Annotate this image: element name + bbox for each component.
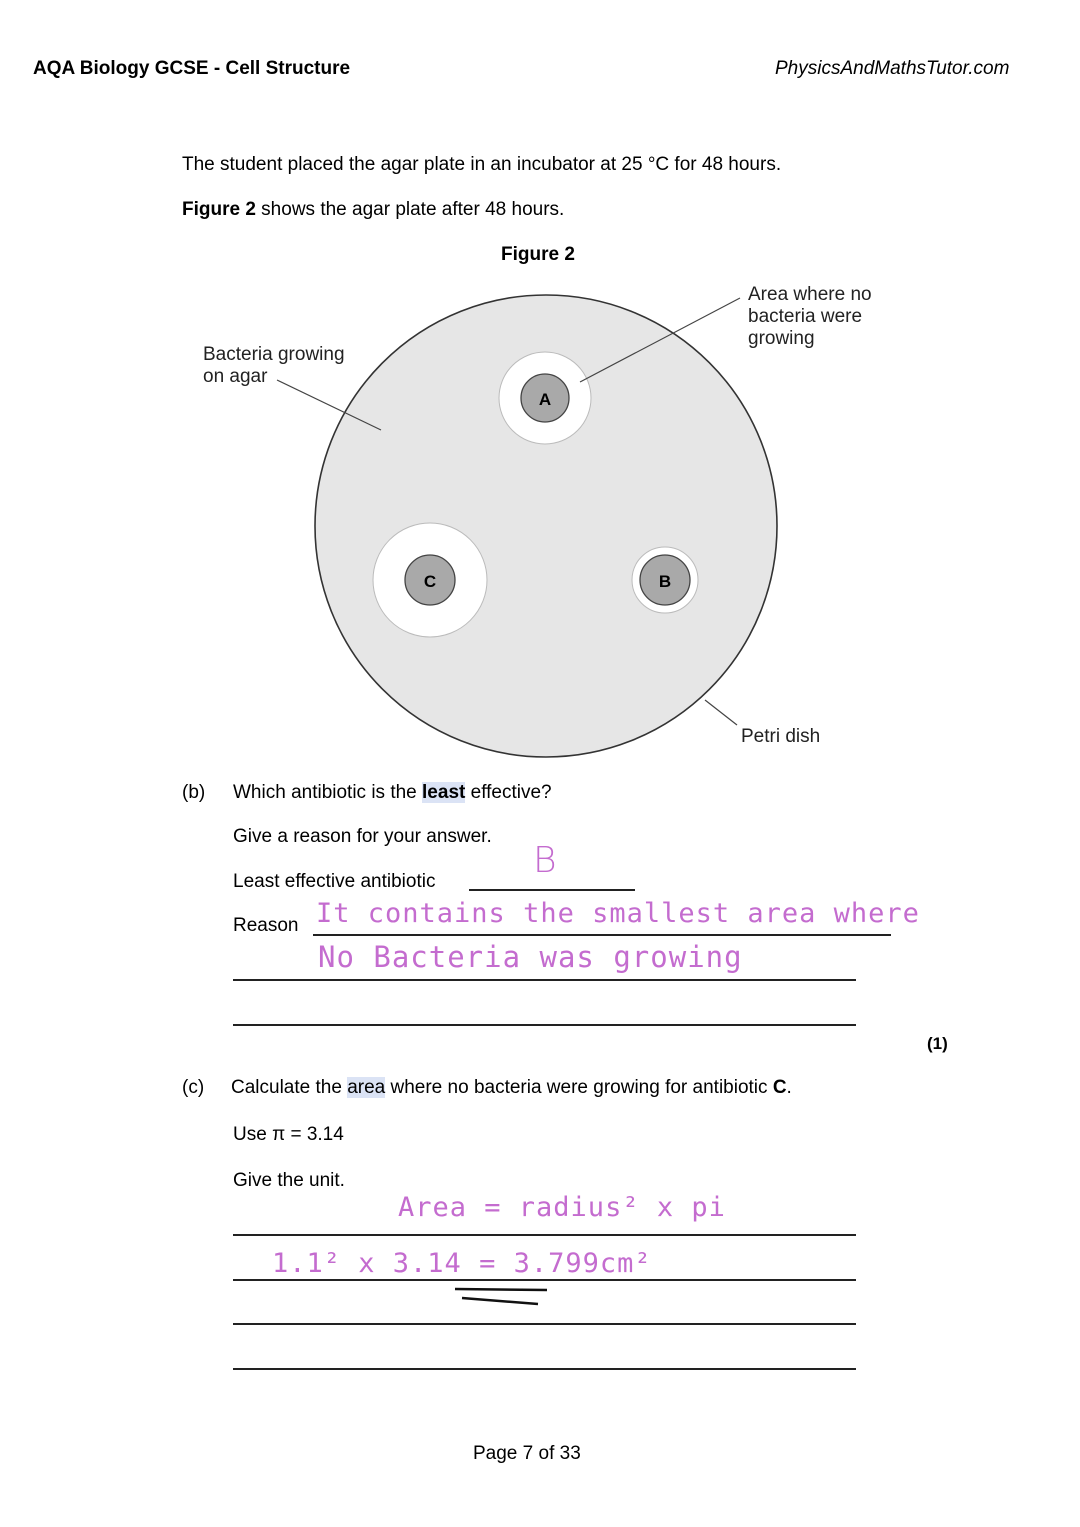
working-line-1[interactable]: Area = radius² x pi: [398, 1192, 726, 1223]
dish-pointer: [705, 700, 737, 725]
header-title: AQA Biology GCSE - Cell Structure: [33, 58, 351, 79]
page-number: Page 7 of 33: [473, 1443, 581, 1464]
answer-line-1: [233, 1234, 856, 1236]
q-text: Calculate the: [231, 1077, 348, 1098]
part-c-number: (c): [182, 1077, 205, 1098]
q-bold: least: [422, 782, 466, 803]
answer-line-4: [233, 1368, 856, 1370]
antibiotic-answer-line: [469, 889, 635, 891]
figure-ref: Figure 2: [182, 199, 256, 220]
reason-answer-1[interactable]: It contains the smallest area where: [316, 898, 920, 929]
reason-line-3: [233, 1024, 856, 1026]
answer-line-3: [233, 1323, 856, 1325]
label-bacteria-2: on agar: [203, 366, 268, 387]
disc-a-label: A: [538, 390, 552, 409]
part-c-instruction: Give the unit.: [233, 1170, 345, 1191]
reason-answer-2[interactable]: No Bacteria was growing: [318, 940, 743, 974]
antibiotic-label: Least effective antibiotic: [233, 871, 436, 892]
antibiotic-answer[interactable]: B: [533, 840, 558, 881]
label-bacteria-1: Bacteria growing: [203, 344, 345, 365]
label-area-3: growing: [748, 328, 815, 349]
label-area-2: bacteria were: [748, 306, 863, 327]
q-text-mid: where no bacteria were growing for antibiotic: [385, 1077, 773, 1098]
label-petri-dish: Petri dish: [741, 726, 821, 747]
intro-line-1: The student placed the agar plate in an incubator at 25 °C for 48 hours.: [182, 154, 782, 175]
working-line-2[interactable]: 1.1² x 3.14 = 3.799cm²: [272, 1248, 652, 1279]
part-b-instruction: Give a reason for your answer.: [233, 826, 492, 847]
q-highlight: area: [347, 1077, 386, 1098]
reason-label: Reason: [233, 915, 299, 936]
label-area-1: Area where no: [748, 284, 872, 305]
disc-a: [499, 352, 591, 444]
q-text-end: effective?: [465, 782, 552, 803]
disc-c-label: C: [423, 572, 437, 591]
answer-line-2: [233, 1279, 856, 1281]
part-c-question: [231, 1077, 792, 1099]
header-site: PhysicsAndMathsTutor.com: [775, 58, 1010, 79]
reason-line-1: [313, 934, 891, 936]
disc-c: [373, 523, 487, 637]
part-b-marks: (1): [927, 1034, 948, 1053]
part-b-question: [233, 782, 552, 804]
disc-b: [632, 547, 698, 613]
figure-title: Figure 2: [501, 244, 575, 265]
q-text: Which antibiotic is the: [233, 782, 423, 803]
intro-line-2-text: shows the agar plate after 48 hours.: [255, 199, 565, 220]
q-bold: C: [772, 1077, 787, 1098]
reason-line-2: [233, 979, 856, 981]
disc-b-label: B: [658, 572, 672, 591]
use-pi: Use π = 3.14: [233, 1124, 344, 1145]
q-end: .: [786, 1077, 792, 1098]
part-b-number: (b): [182, 782, 206, 803]
answer-underline: [450, 1284, 560, 1310]
